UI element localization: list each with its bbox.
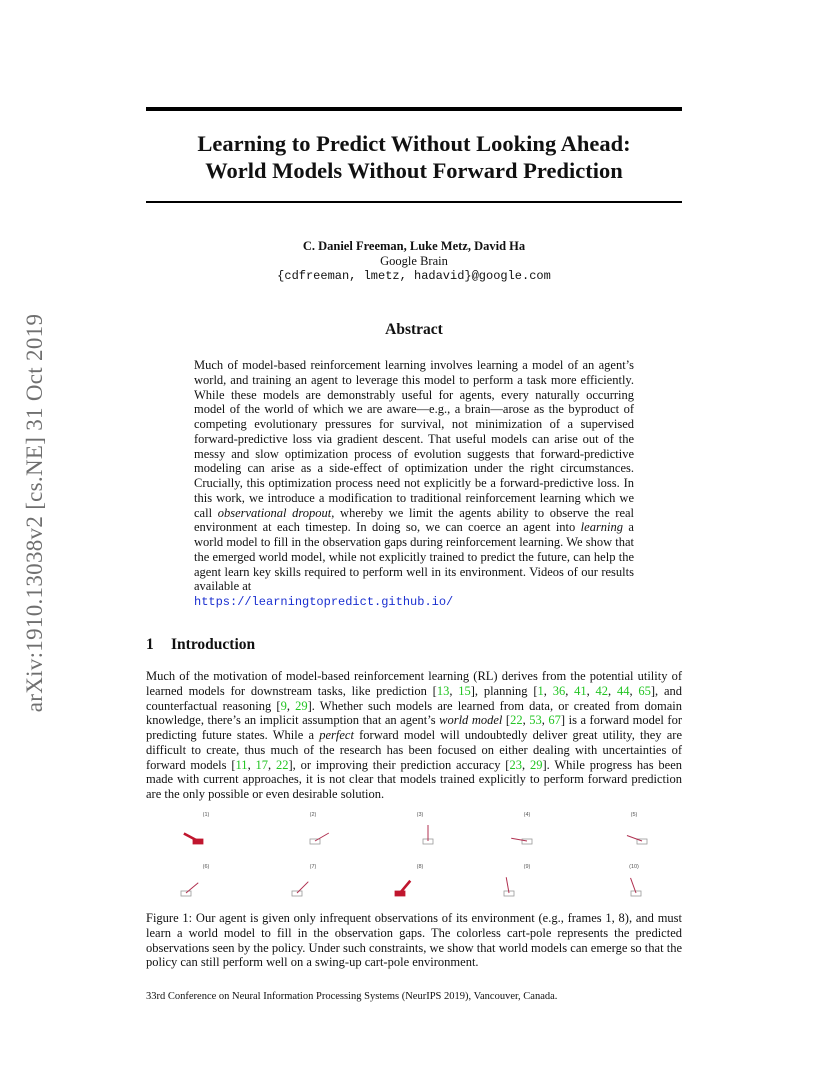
cartpole-frame xyxy=(156,812,256,856)
citation-link[interactable]: 22 xyxy=(276,757,289,772)
cartpole-frame xyxy=(156,864,256,908)
cartpole-frame xyxy=(584,812,684,856)
conference-footer: 33rd Conference on Neural Information Processing Systems (NeurIPS 2019), Vancouver, Canada. xyxy=(146,991,558,1002)
cartpole-frame xyxy=(370,812,470,856)
section-number: 1 xyxy=(146,636,154,653)
citation-link[interactable]: 11 xyxy=(235,757,248,772)
cartpole-frame xyxy=(263,812,363,856)
affiliation: Google Brain xyxy=(380,254,448,268)
author-block xyxy=(146,239,682,284)
citation-link[interactable]: 44 xyxy=(616,683,630,698)
pole xyxy=(186,883,198,893)
citation-link[interactable]: 17 xyxy=(255,757,269,772)
intro-text: ], planning [ xyxy=(470,683,538,698)
cart xyxy=(522,839,532,844)
pole xyxy=(297,882,308,893)
cartpole-drawing xyxy=(477,872,577,908)
author-names: C. Daniel Freeman, Luke Metz, David Ha xyxy=(302,239,526,253)
title-line-2: World Models Without Forward Prediction xyxy=(205,158,623,183)
intro-text: ], and counterfactual reasoning [ xyxy=(146,683,683,713)
citation-link[interactable]: 42 xyxy=(595,683,609,698)
section-heading-introduction xyxy=(146,636,255,654)
frame-label: (10) xyxy=(629,864,639,870)
intro-emphasis: perfect xyxy=(319,728,354,742)
section-title: Introduction xyxy=(171,636,256,653)
abstract-body xyxy=(194,358,634,610)
frame-label: (1) xyxy=(202,812,210,818)
intro-text: ]. Whether such models are learned from data, or created from domain knowledge, there’s an implicit assumption that an agent’s xyxy=(146,698,682,728)
citation-link[interactable]: 29 xyxy=(295,698,308,713)
intro-text: forward model will undoubtedly deliver great utility, they are difficult to create, thus much of the research has been focused on either dealing with uncertainties of forward models [ xyxy=(146,728,682,772)
cartpole-drawing xyxy=(370,872,470,908)
citation-link[interactable]: 53 xyxy=(529,713,542,728)
frame-label: (8) xyxy=(416,864,424,870)
frame-label: (7) xyxy=(309,864,317,870)
citation-link[interactable]: 22 xyxy=(510,713,523,728)
abstract-emphasis-2: learning xyxy=(580,520,624,535)
intro-text: ], or improving their prediction accuracy [ xyxy=(288,757,510,772)
figure-1-cartpole-frames xyxy=(146,812,682,908)
citation-link[interactable]: 23 xyxy=(509,757,522,772)
cartpole-drawing xyxy=(370,820,470,856)
citation-link[interactable]: 29 xyxy=(529,757,543,772)
frame-label: (4) xyxy=(523,812,531,818)
cartpole-frame xyxy=(263,864,363,908)
intro-text: ] is a forward model for predicting future states. While a xyxy=(146,713,682,742)
cartpole-drawing xyxy=(584,820,684,856)
citation-link[interactable]: 13 xyxy=(436,683,450,698)
cartpole-frame xyxy=(370,864,470,908)
pole xyxy=(627,836,642,841)
abstract-text-3: a world model to fill in the observation gaps during reinforcement learning. We show that the emerged world model, while not explicitly trained to predict the future, can help the agent learn key skills required to perform well in its environment. Videos of our results available at xyxy=(194,520,634,594)
cartpole-frame xyxy=(477,812,577,856)
frame-label: (5) xyxy=(630,812,638,818)
arxiv-sidebar-stamp xyxy=(20,290,50,735)
citation-link[interactable]: 1 xyxy=(537,683,544,698)
abstract-emphasis-1: observational dropout xyxy=(217,505,332,520)
cartpole-drawing xyxy=(584,872,684,908)
citation-link[interactable]: 67 xyxy=(548,713,561,728)
frame-label: (6) xyxy=(202,864,210,870)
citation-link[interactable]: 65 xyxy=(638,683,651,698)
cartpole-drawing xyxy=(477,820,577,856)
pole xyxy=(315,833,329,841)
arxiv-id: arXiv:1910.13038v2 [cs.NE] 31 Oct 2019 xyxy=(22,313,47,712)
cartpole-frame xyxy=(584,864,684,908)
project-url-link[interactable]: https://learningtopredict.github.io/ xyxy=(194,595,454,609)
frame-label: (3) xyxy=(416,812,424,818)
cart xyxy=(292,891,302,896)
cartpole-frame xyxy=(477,864,577,908)
pole xyxy=(184,833,198,841)
frame-label: (2) xyxy=(309,812,317,818)
paper-title xyxy=(146,130,682,184)
title-bottom-rule xyxy=(146,201,682,203)
abstract-text-1: Much of model-based reinforcement learning involves learning a model of an agent’s world, and training an agent to leverage this model to perform a task more efficiently. While these models are demonstrably useful for agents, every naturally occurring model of the world of which we are aware—e.g., a brain—arose as the byproduct of competing evolutionary pressures for survival, not minimization of a supervised forward-predictive loss via gradient descent. That useful models can arise out of the messy and slow optimization process of evolution suggests that forward-predictive modeling can arise as a side-effect of optimization under the right circumstances. Crucially, this optimization process need not explicitly be a forward-predictive loss. In this work, we introduce a modification to traditional reinforcement learning which we call xyxy=(194,358,634,520)
abstract-heading: Abstract xyxy=(385,321,443,338)
cart xyxy=(181,891,191,896)
cartpole-drawing xyxy=(156,872,256,908)
intro-text: Much of the motivation of model-based reinforcement learning (RL) derives from the potential utility of learned models for downstream tasks, like prediction [ xyxy=(146,669,682,698)
citation-link[interactable]: 9 xyxy=(280,698,287,713)
cartpole-drawing xyxy=(263,820,363,856)
intro-text: [ xyxy=(502,713,511,728)
cart xyxy=(310,839,320,844)
frame-label: (9) xyxy=(523,864,531,870)
citation-link[interactable]: 41 xyxy=(574,683,587,698)
title-line-1: Learning to Predict Without Looking Ahead: xyxy=(197,131,631,156)
intro-text: ]. While progress has been made with current approaches, it is not clear that models trained explicitly to perform forward prediction are the only possible or even desirable solution. xyxy=(146,757,683,801)
figure-1-caption: Figure 1: Our agent is given only infrequent observations of its environment (e.g., frames 1, 8), and must learn a world model to fill in the observation gaps. The colorless cart-pole represents the predicted observations seen by the policy. Under such constraints, we show that world models can emerge so that the policy can still perform well on a swing-up cart-pole environment. xyxy=(146,911,682,970)
title-top-rule xyxy=(146,107,682,111)
abstract-text-2: , whereby we limit the agents ability to observe the real environment at each timestep. In doing so, we can coerce an agent into xyxy=(194,505,635,535)
cartpole-drawing xyxy=(263,872,363,908)
introduction-paragraph: Much of the motivation of model-based reinforcement learning (RL) derives from the potential utility of learned models for downstream tasks, like prediction [13, 15], planning [1, 36, 41, 42, 44, 65], and counterfactual reasoning [9, 29]. Whether such models are learned from data, or created from domain knowledge, there’s an implicit assumption that an agent’s world model [22, 53, 67] is a forward model for predicting future states. While a perfect forward model will undoubtedly deliver great utility, they are difficult to create, thus much of the research has been focused on either dealing with uncertainties of forward models [11, 17, 22], or improving their prediction accuracy [23, 29]. While progress has been made with current approaches, it is not clear that models trained explicitly to perform forward prediction are the only possible or even desirable solution. xyxy=(146,669,683,801)
cartpole-drawing xyxy=(156,820,256,856)
intro-emphasis: world model xyxy=(439,713,503,728)
citation-link[interactable]: 36 xyxy=(552,683,566,698)
citation-link[interactable]: 15 xyxy=(458,683,471,698)
author-email[interactable]: {cdfreeman, lmetz, hadavid}@google.com xyxy=(277,269,551,283)
